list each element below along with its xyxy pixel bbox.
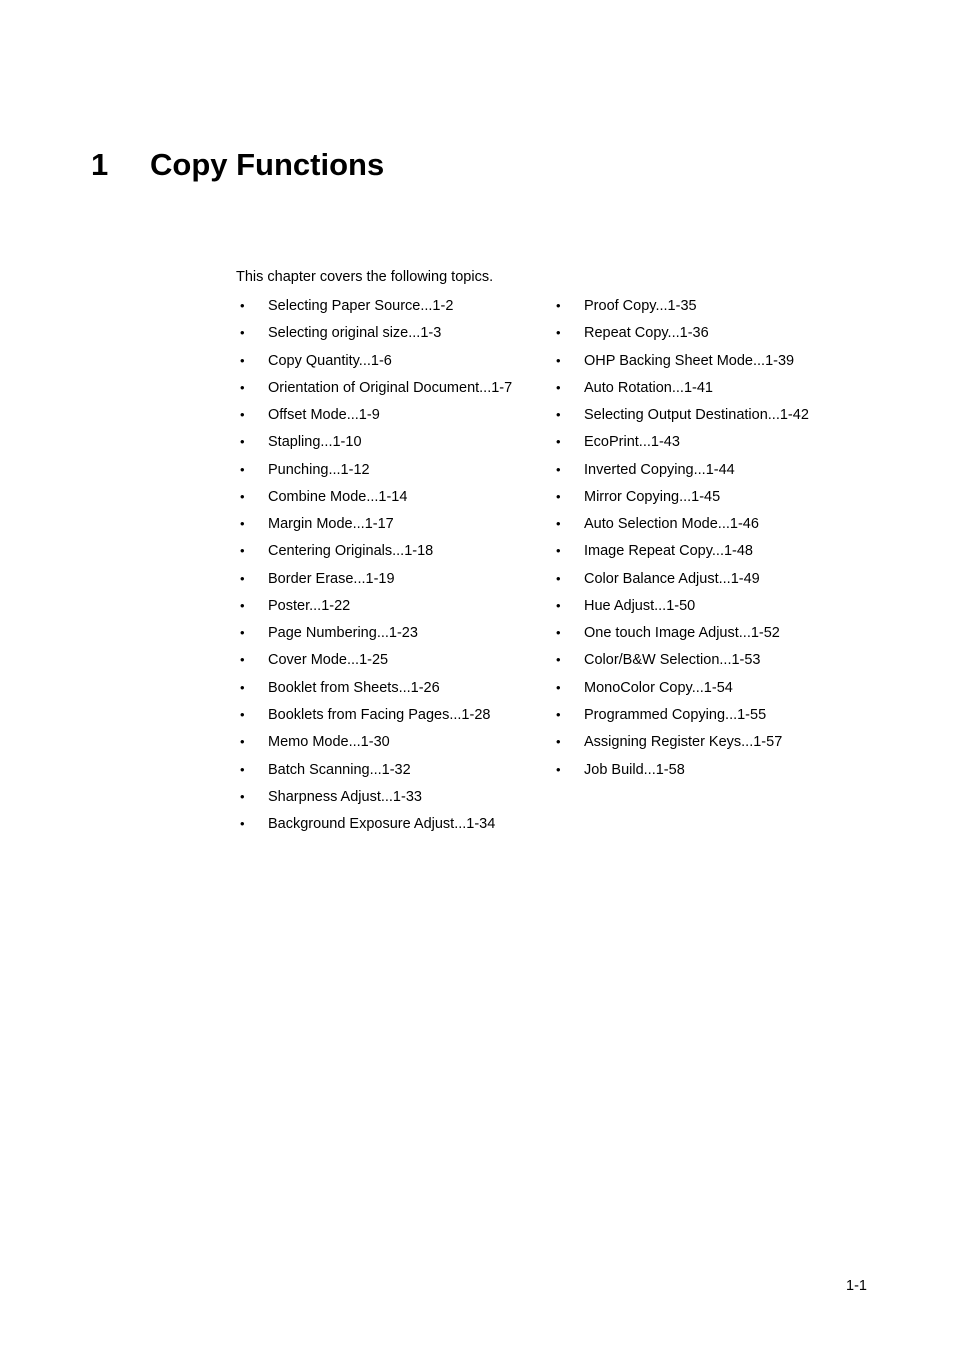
topic-text: Batch Scanning...1-32: [268, 761, 411, 778]
topic-text: Sharpness Adjust...1-33: [268, 788, 422, 805]
topic-text: Programmed Copying...1-55: [584, 706, 767, 723]
topic-text: Color Balance Adjust...1-49: [584, 570, 760, 587]
topic-text: Memo Mode...1-30: [268, 734, 390, 751]
bullet-icon: •: [240, 652, 245, 668]
chapter-title: Copy Functions: [150, 147, 385, 182]
topic-text: EcoPrint...1-43: [584, 434, 680, 451]
bullet-icon: •: [556, 352, 561, 368]
bullet-icon: •: [556, 761, 561, 777]
bullet-icon: •: [556, 734, 561, 750]
bullet-icon: •: [240, 706, 245, 722]
topic-text: Copy Quantity...1-6: [268, 352, 392, 369]
bullet-icon: •: [556, 679, 561, 695]
topic-text: MonoColor Copy...1-54: [584, 679, 733, 696]
bullet-icon: •: [240, 570, 245, 586]
intro-text: This chapter covers the following topics.: [236, 269, 494, 285]
page-number: 1-1: [846, 1278, 867, 1294]
bullet-icon: •: [240, 325, 245, 341]
bullet-icon: •: [240, 461, 245, 477]
topic-text: Auto Selection Mode...1-46: [584, 516, 759, 533]
topic-text: Job Build...1-58: [584, 761, 685, 778]
bullet-icon: •: [240, 543, 245, 559]
topic-text: Mirror Copying...1-45: [584, 488, 721, 505]
bullet-icon: •: [556, 652, 561, 668]
topic-text: Selecting original size...1-3: [268, 325, 442, 342]
topic-text: Combine Mode...1-14: [268, 488, 408, 505]
bullet-icon: •: [240, 679, 245, 695]
topic-text: Booklets from Facing Pages...1-28: [268, 706, 491, 723]
topic-text: Offset Mode...1-9: [268, 407, 380, 424]
bullet-icon: •: [556, 325, 561, 341]
topic-text: Cover Mode...1-25: [268, 652, 389, 669]
topic-text: Margin Mode...1-17: [268, 516, 394, 533]
bullet-icon: •: [240, 434, 245, 450]
bullet-icon: •: [556, 570, 561, 586]
topic-text: Punching...1-12: [268, 461, 370, 478]
topic-text: Page Numbering...1-23: [268, 625, 418, 642]
bullet-icon: •: [240, 597, 245, 613]
bullet-icon: •: [556, 298, 561, 313]
topic-text: Proof Copy...1-35: [584, 298, 697, 314]
bullet-icon: •: [556, 706, 561, 722]
bullet-icon: •: [240, 407, 245, 423]
chapter-heading: [91, 145, 384, 185]
topic-text: Assigning Register Keys...1-57: [584, 734, 783, 751]
topic-text: OHP Backing Sheet Mode...1-39: [584, 352, 795, 369]
bullet-icon: •: [240, 734, 245, 750]
bullet-icon: •: [240, 352, 245, 368]
bullet-icon: •: [240, 625, 245, 641]
bullet-icon: •: [240, 516, 245, 532]
bullet-icon: •: [556, 597, 561, 613]
bullet-icon: •: [240, 788, 245, 804]
topic-text: Orientation of Original Document...1-7: [268, 379, 513, 396]
topic-text: Stapling...1-10: [268, 434, 362, 451]
bullet-icon: •: [556, 434, 561, 450]
topic-text: One touch Image Adjust...1-52: [584, 625, 780, 642]
topic-text: Centering Originals...1-18: [268, 543, 434, 560]
topic-text: Poster...1-22: [268, 597, 351, 614]
topic-text: Repeat Copy...1-36: [584, 325, 709, 342]
topic-text: Inverted Copying...1-44: [584, 461, 735, 478]
bullet-icon: •: [556, 543, 561, 559]
bullet-icon: •: [556, 407, 561, 423]
topic-text: Auto Rotation...1-41: [584, 379, 713, 396]
bullet-icon: •: [240, 298, 245, 313]
bullet-icon: •: [240, 379, 245, 395]
topic-text: Image Repeat Copy...1-48: [584, 543, 753, 560]
bullet-icon: •: [556, 379, 561, 395]
topic-text: Color/B&W Selection...1-53: [584, 652, 761, 669]
bullet-icon: •: [240, 488, 245, 504]
topic-text: Hue Adjust...1-50: [584, 597, 696, 614]
bullet-icon: •: [556, 516, 561, 532]
topic-text: Background Exposure Adjust...1-34: [268, 816, 496, 833]
bullet-icon: •: [240, 816, 245, 832]
bullet-icon: •: [240, 761, 245, 777]
bullet-icon: •: [556, 625, 561, 641]
topic-text: Selecting Output Destination...1-42: [584, 407, 809, 424]
bullet-icon: •: [556, 461, 561, 477]
topic-text: Booklet from Sheets...1-26: [268, 679, 440, 696]
bullet-icon: •: [556, 488, 561, 504]
topic-text: Selecting Paper Source...1-2: [268, 298, 454, 314]
chapter-number: 1: [91, 147, 109, 182]
topic-text: Border Erase...1-19: [268, 570, 395, 587]
